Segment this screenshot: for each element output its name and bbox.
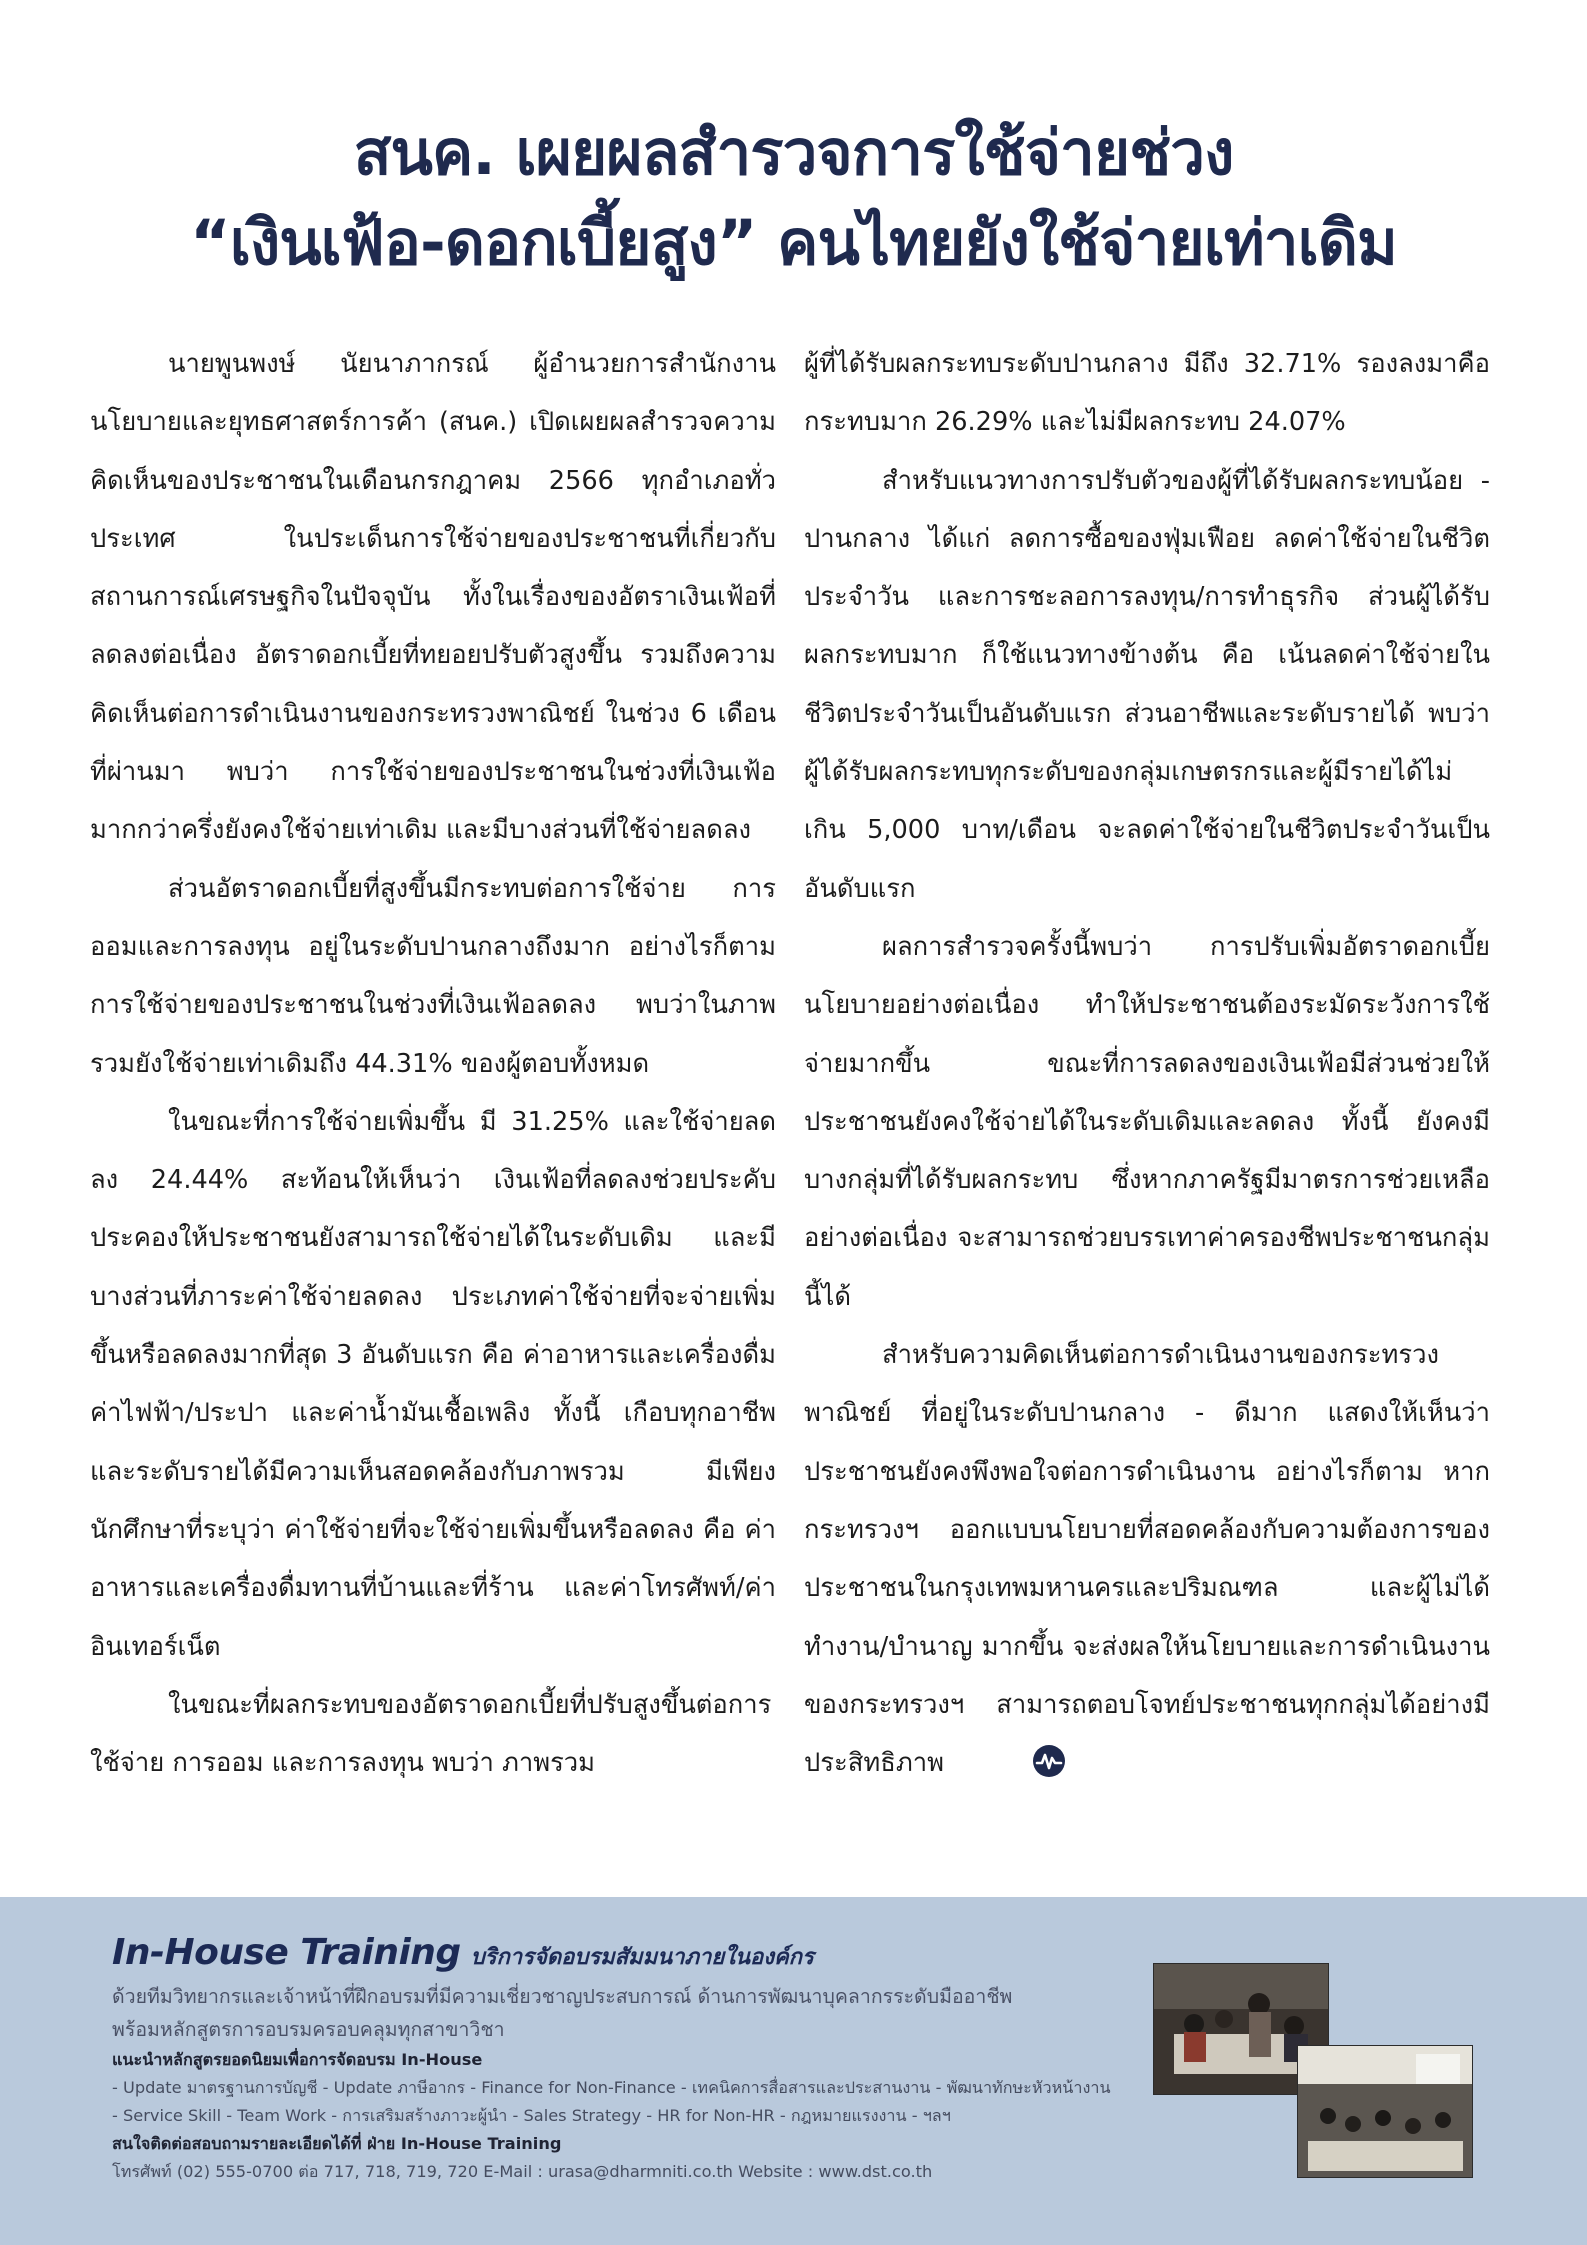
- headline-line-1: สนค. เผยผลสำรวจการใช้จ่ายช่วง: [353, 116, 1234, 189]
- article-column-right: [804, 335, 1490, 1860]
- paragraph: สำหรับแนวทางการปรับตัวของผู้ที่ได้รับผลกระทบน้อย - ปานกลาง ได้แก่ ลดการซื้อของฟุ่มเฟือย ลดค่าใช้จ่ายในชีวิตประจำวัน และการชะลอการลงทุน/การทำธุรกิจ ส่วนผู้ได้รับผลกระทบมาก ก็ใช้แนวทางข้างต้น คือ เน้นลดค่าใช้จ่ายในชีวิตประจำวันเป็นอันดับแรก ส่วนอาชีพและระดับรายได้ พบว่า ผู้ได้รับผลกระทบทุกระดับของกลุ่มเกษตรกรและผู้มีรายได้ไม่เกิน 5,000 บาท/เดือน จะลดค่าใช้จ่ายในชีวิตประจำวันเป็นอันดับแรก: [804, 465, 1490, 904]
- paragraph: นายพูนพงษ์ นัยนาภากรณ์ ผู้อำนวยการสำนักงานนโยบายและยุทธศาสตร์การค้า (สนค.) เปิดเผยผลสำรวจความคิดเห็นของประชาชนในเดือนกรกฎาคม 2566 ทุกอำเภอทั่วประเทศ ในประเด็นการใช้จ่ายของประชาชนที่เกี่ยวกับสถานการณ์เศรษฐกิจในปัจจุบัน ทั้งในเรื่องของอัตราเงินเฟ้อที่ลดลงต่อเนื่อง อัตราดอกเบี้ยที่ทยอยปรับตัวสูงขึ้น รวมถึงความคิดเห็นต่อการดำเนินงานของกระทรวงพาณิชย์ ในช่วง 6 เดือนที่ผ่านมา พบว่า การใช้จ่ายของประชาชนในช่วงที่เงินเฟ้อ มากกว่าครึ่งยังคงใช้จ่ายเท่าเดิม และมีบางส่วนที่ใช้จ่ายลดลง: [90, 349, 776, 846]
- article-column-left: [90, 335, 776, 1860]
- paragraph-text: สำหรับความคิดเห็นต่อการดำเนินงานของกระทรวงพาณิชย์ ที่อยู่ในระดับปานกลาง - ดีมาก แสดงให้เห็นว่า ประชาชนยังคงพึงพอใจต่อการดำเนินงาน อย่างไรก็ตาม หากกระทรวงฯ ออกแบบนโยบายที่สอดคล้องกับความต้องการของประชาชนในกรุงเทพมหานครและปริมณฑล และผู้ไม่ได้ทำงาน/บำนาญ มากขึ้น จะส่งผลให้นโยบายและการดำเนินงานของกระทรวงฯ สามารถตอบโจทย์ประชาชนทุกกลุ่มได้อย่างมีประสิทธิภาพ: [804, 1340, 1490, 1779]
- courses-heading: แนะนำหลักสูตรยอดนิยมเพื่อการจัดอบรม In-House: [112, 2050, 483, 2069]
- training-photo-2: [1297, 2045, 1473, 2178]
- promo-brand: In-House Training: [112, 1932, 461, 1973]
- paragraph-last: [804, 1326, 1490, 1792]
- promo-brand-subtitle: บริการจัดอบรมสัมมนาภายในองค์กร: [470, 1945, 814, 1970]
- promo-brand-row: [112, 1932, 1152, 1974]
- headline: [0, 108, 1587, 288]
- contact-heading: สนใจติดต่อสอบถามรายละเอียดได้ที่ ฝ่าย In-House Training: [112, 2134, 562, 2153]
- paragraph: ผู้ที่ได้รับผลกระทบระดับปานกลาง มีถึง 32.71% รองลงมาคือ กระทบมาก 26.29% และไม่มีผลกระทบ 24.07%: [804, 349, 1490, 438]
- article-body: [90, 335, 1490, 1860]
- paragraph: ผลการสำรวจครั้งนี้พบว่า การปรับเพิ่มอัตราดอกเบี้ยนโยบายอย่างต่อเนื่อง ทำให้ประชาชนต้องระมัดระวังการใช้จ่ายมากขึ้น ขณะที่การลดลงของเงินเฟ้อมีส่วนช่วยให้ประชาชนยังคงใช้จ่ายได้ในระดับเดิมและลดลง ทั้งนี้ ยังคงมีบางกลุ่มที่ได้รับผลกระทบ ซึ่งหากภาครัฐมีมาตรการช่วยเหลืออย่างต่อเนื่อง จะสามารถช่วยบรรเทาค่าครองชีพประชาชนกลุ่มนี้ได้: [804, 931, 1490, 1312]
- headline-line-2: “เงินเฟ้อ-ดอกเบี้ยสูง” คนไทยยังใช้จ่ายเท่าเดิม: [190, 206, 1397, 279]
- courses-list-1: - Update มาตรฐานการบัญชี - Update ภาษีอากร - Finance for Non-Finance - เทคนิคการสื่อสารและประสานงาน - พัฒนาทักษะหัวหน้างาน: [112, 2078, 1111, 2097]
- promo-footer: [0, 1897, 1587, 2245]
- contact-details: โทรศัพท์ (02) 555-0700 ต่อ 717, 718, 719, 720 E-Mail : urasa@dharmniti.co.th Website : www.dst.co.th: [112, 2162, 933, 2181]
- wave-circle-logo-icon: [954, 1741, 988, 1775]
- courses-list-2: - Service Skill - Team Work - การเสริมสร้างภาวะผู้นำ - Sales Strategy - HR for Non-HR - กฎหมายแรงงาน - ฯลฯ: [112, 2106, 951, 2125]
- promo-description-1: ด้วยทีมวิทยากรและเจ้าหน้าที่ฝึกอบรมที่มีความเชี่ยวชาญประสบการณ์ ด้านการพัฒนาบุคลากรระดับมืออาชีพ: [112, 1985, 1013, 2008]
- paragraph: ในขณะที่การใช้จ่ายเพิ่มขึ้น มี 31.25% และใช้จ่ายลดลง 24.44% สะท้อนให้เห็นว่า เงินเฟ้อที่ลดลงช่วยประคับประคองให้ประชาชนยังสามารถใช้จ่ายได้ในระดับเดิม และมีบางส่วนที่ภาระค่าใช้จ่ายลดลง ประเภทค่าใช้จ่ายที่จะจ่ายเพิ่มขึ้นหรือลดลงมากที่สุด 3 อันดับแรก คือ ค่าอาหารและเครื่องดื่ม ค่าไฟฟ้า/ประปา และค่าน้ำมันเชื้อเพลิง ทั้งนี้ เกือบทุกอาชีพและระดับรายได้มีความเห็นสอดคล้องกับภาพรวม มีเพียงนักศึกษาที่ระบุว่า ค่าใช้จ่ายที่จะใช้จ่ายเพิ่มขึ้นหรือลดลง คือ ค่าอาหารและเครื่องดื่มทานที่บ้านและที่ร้าน และค่าโทรศัพท์/ค่าอินเทอร์เน็ต: [90, 1106, 776, 1662]
- paragraph: ในขณะที่ผลกระทบของอัตราดอกเบี้ยที่ปรับสูงขึ้นต่อการใช้จ่าย การออม และการลงทุน พบว่า ภาพรวม: [90, 1689, 772, 1779]
- paragraph: ส่วนอัตราดอกเบี้ยที่สูงขึ้นมีกระทบต่อการใช้จ่าย การออมและการลงทุน อยู่ในระดับปานกลางถึงมาก อย่างไรก็ตาม การใช้จ่ายของประชาชนในช่วงที่เงินเฟ้อลดลง พบว่าในภาพรวมยังใช้จ่ายเท่าเดิมถึง 44.31% ของผู้ตอบทั้งหมด: [90, 873, 776, 1079]
- promo-text: [112, 1932, 1152, 2186]
- promo-description-2: พร้อมหลักสูตรการอบรมครอบคลุมทุกสาขาวิชา: [112, 2018, 505, 2041]
